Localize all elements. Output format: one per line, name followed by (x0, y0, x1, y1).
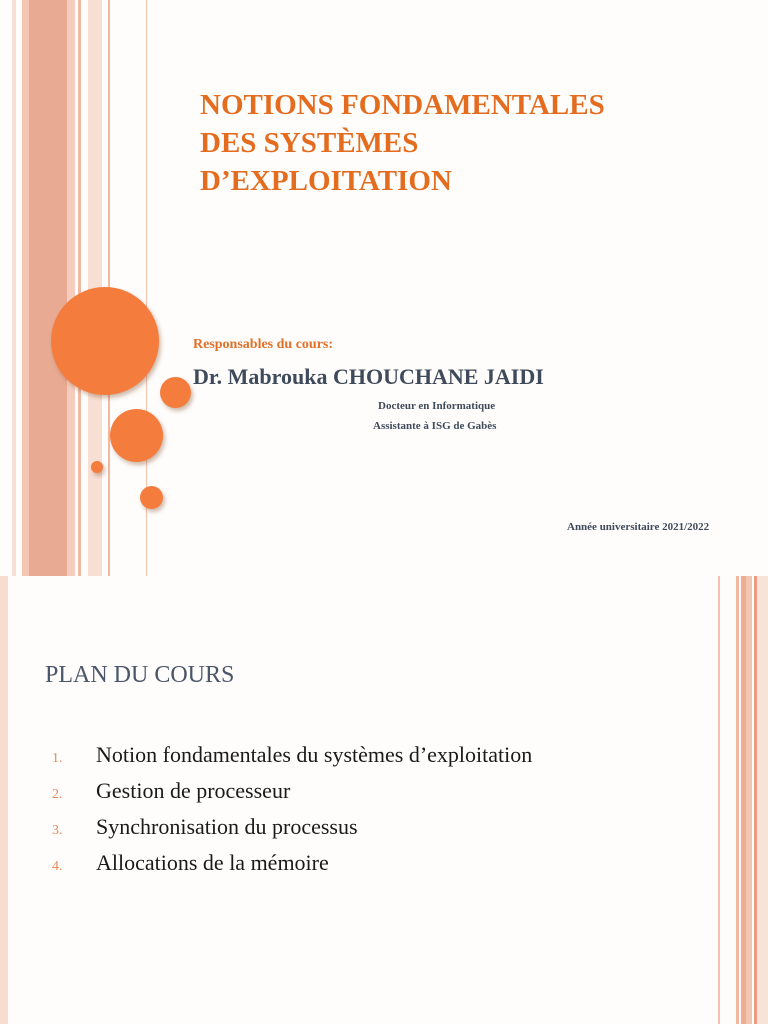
author-name: Dr. Mabrouka CHOUCHANE JAIDI (193, 364, 544, 389)
decorative-stripe (0, 576, 8, 1024)
list-item-number: 4. (52, 859, 63, 874)
slide-title-line: NOTIONS FONDAMENTALES (200, 89, 605, 121)
slide-title-line: D’EXPLOITATION (200, 165, 452, 197)
plan-list (52, 742, 532, 886)
list-item-text: Notion fondamentales du systèmes d’exploitation (96, 742, 533, 767)
responsables-label: Responsables du cours: (193, 337, 334, 352)
list-item-number: 1. (52, 751, 63, 766)
academic-year: Année universitaire 2021/2022 (567, 521, 710, 533)
list-item (52, 742, 532, 778)
decorative-stripe (746, 576, 752, 1024)
decorative-stripe (736, 576, 739, 1024)
decorative-circle-small (140, 486, 163, 509)
author-position: Assistante à ISG de Gabès (373, 420, 497, 432)
author-degree: Docteur en Informatique (378, 400, 496, 412)
decorative-stripe (757, 576, 768, 1024)
decorative-stripe (78, 0, 81, 576)
list-item-number: 3. (52, 823, 63, 838)
decorative-circle-medium (110, 409, 163, 462)
decorative-circle-tiny (91, 461, 103, 473)
list-item-text: Gestion de processeur (96, 778, 291, 803)
decorative-stripe (718, 576, 720, 1024)
decorative-stripe (12, 0, 16, 576)
list-item-number: 2. (52, 787, 63, 802)
plan-title: PLAN DU COURS (45, 662, 235, 688)
list-item (52, 850, 532, 886)
decorative-circle-small (160, 377, 191, 408)
list-item-text: Synchronisation du processus (96, 814, 358, 839)
decorative-stripe (29, 0, 67, 576)
decorative-circle-large (51, 287, 159, 395)
decorative-stripe (67, 0, 75, 576)
plan-slide (0, 576, 768, 1024)
slide-title (200, 86, 720, 200)
decorative-stripe (22, 0, 29, 576)
list-item (52, 778, 532, 814)
slide-title-line: DES SYSTÈMES (200, 127, 419, 159)
list-item (52, 814, 532, 850)
list-item-text: Allocations de la mémoire (96, 850, 329, 875)
